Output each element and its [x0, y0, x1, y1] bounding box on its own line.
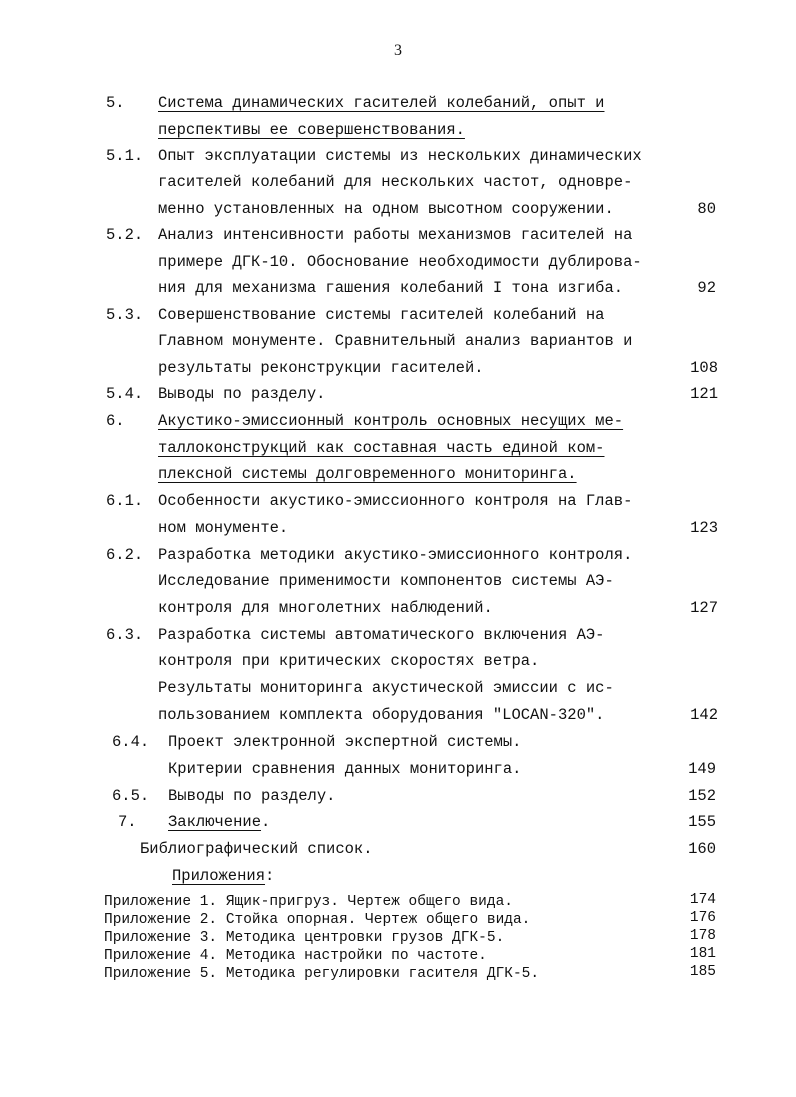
entry-title-line: пользованием комплекта оборудования "LOCAN-320". [158, 706, 605, 724]
entry-number: 6.5. [112, 787, 150, 805]
entry-page: 152 [688, 787, 716, 805]
entry-title-line: Критерии сравнения данных мониторинга. [168, 760, 522, 778]
entry-number: 5.4. [106, 385, 144, 403]
entry-number: 6.3. [106, 626, 144, 644]
entry-title-line: примере ДГК-10. Обоснование необходимости дублирова- [158, 253, 642, 271]
entry-page: 92 [697, 279, 716, 297]
entry-title-line: контроля для многолетних наблюдений. [158, 599, 493, 617]
entry-title-line: плексной системы долговременного мониторинга. [158, 465, 577, 483]
appendix-page: 176 [689, 910, 716, 926]
entry-number: 6.2. [106, 546, 144, 564]
page-number: 3 [394, 42, 402, 59]
entry-number: 6.4. [112, 733, 150, 751]
entry-title-line: Результаты мониторинга акустической эмиссии с ис- [158, 679, 614, 697]
entry-page: 80 [697, 200, 716, 218]
entry-title-line: ном монументе. [158, 519, 289, 537]
entry-page: 142 [690, 706, 718, 724]
conclusion-title-tail: . [261, 813, 271, 831]
entry-number: 5.3. [106, 306, 144, 324]
entry-number: 5.1. [106, 147, 144, 165]
entry-title-line: Акустико-эмиссионный контроль основных несущих ме- [158, 412, 624, 430]
appendix-text: Приложение 5. Методика регулировки гасителя ДГК-5. [104, 966, 540, 982]
entry-page: 121 [690, 385, 718, 403]
appendices-title: Приложения [172, 867, 266, 885]
entry-number: 7. [118, 813, 137, 831]
entry-title-line: перспективы ее совершенствования. [158, 121, 465, 139]
entry-number: 6. [106, 412, 125, 430]
entry-title-line: Библиографический список. [140, 840, 373, 858]
entry-title-line: Разработка методики акустико-эмиссионного контроля. [158, 546, 633, 564]
appendix-text: Приложение 4. Методика настройки по частоте. [104, 948, 487, 964]
entry-page: 149 [688, 760, 716, 778]
appendix-page: 178 [689, 928, 716, 944]
appendices-title-tail: : [265, 867, 275, 885]
entry-title-line: ния для механизма гашения колебаний I тона изгиба. [158, 279, 624, 297]
entry-title-line: Анализ интенсивности работы механизмов гасителей на [158, 226, 633, 244]
entry-title-line: Главном монументе. Сравнительный анализ вариантов и [158, 332, 633, 350]
entry-page: 127 [690, 599, 718, 617]
entry-title-line: Совершенствование системы гасителей колебаний на [158, 306, 605, 324]
entry-title-line: Выводы по разделу. [168, 787, 336, 805]
entry-title-line: гасителей колебаний для нескольких частот, одновре- [158, 173, 633, 191]
entry-title-line: менно установленных на одном высотном сооружении. [158, 200, 614, 218]
appendix-page: 181 [689, 946, 716, 962]
entry-number: 5.2. [106, 226, 144, 244]
entry-title-line: Опыт эксплуатации системы из нескольких динамических [158, 147, 642, 165]
entry-page: 108 [690, 359, 718, 377]
entry-number: 5. [106, 94, 125, 112]
appendices-title-line [172, 866, 274, 886]
appendix-page: 174 [689, 892, 716, 908]
entry-title-line: результаты реконструкции гасителей. [158, 359, 484, 377]
appendix-text: Приложение 3. Методика центровки грузов ДГК-5. [104, 930, 505, 946]
entry-page: 155 [688, 813, 716, 831]
appendix-text: Приложение 2. Стойка опорная. Чертеж общего вида. [104, 912, 531, 928]
entry-page: 160 [688, 840, 716, 858]
entry-page: 123 [690, 519, 718, 537]
entry-title-line: Особенности акустико-эмиссионного контроля на Глав- [158, 492, 633, 510]
entry-title-line: Исследование применимости компонентов системы АЭ- [158, 572, 614, 590]
entry-title-line: Разработка системы автоматического включения АЭ- [158, 626, 605, 644]
entry-title-line: Система динамических гасителей колебаний, опыт и [158, 94, 605, 112]
appendix-page: 185 [689, 964, 716, 980]
entry-title-line: контроля при критических скоростях ветра. [158, 652, 540, 670]
entry-title-line: Проект электронной экспертной системы. [168, 733, 522, 751]
entry-title-line: таллоконструкций как составная часть единой ком- [158, 439, 605, 457]
entry-number: 6.1. [106, 492, 144, 510]
entry-title-line [168, 812, 270, 832]
appendix-text: Приложение 1. Ящик-пригруз. Чертеж общего вида. [104, 894, 513, 910]
conclusion-title: Заключение [168, 813, 262, 831]
entry-title-line: Выводы по разделу. [158, 385, 326, 403]
